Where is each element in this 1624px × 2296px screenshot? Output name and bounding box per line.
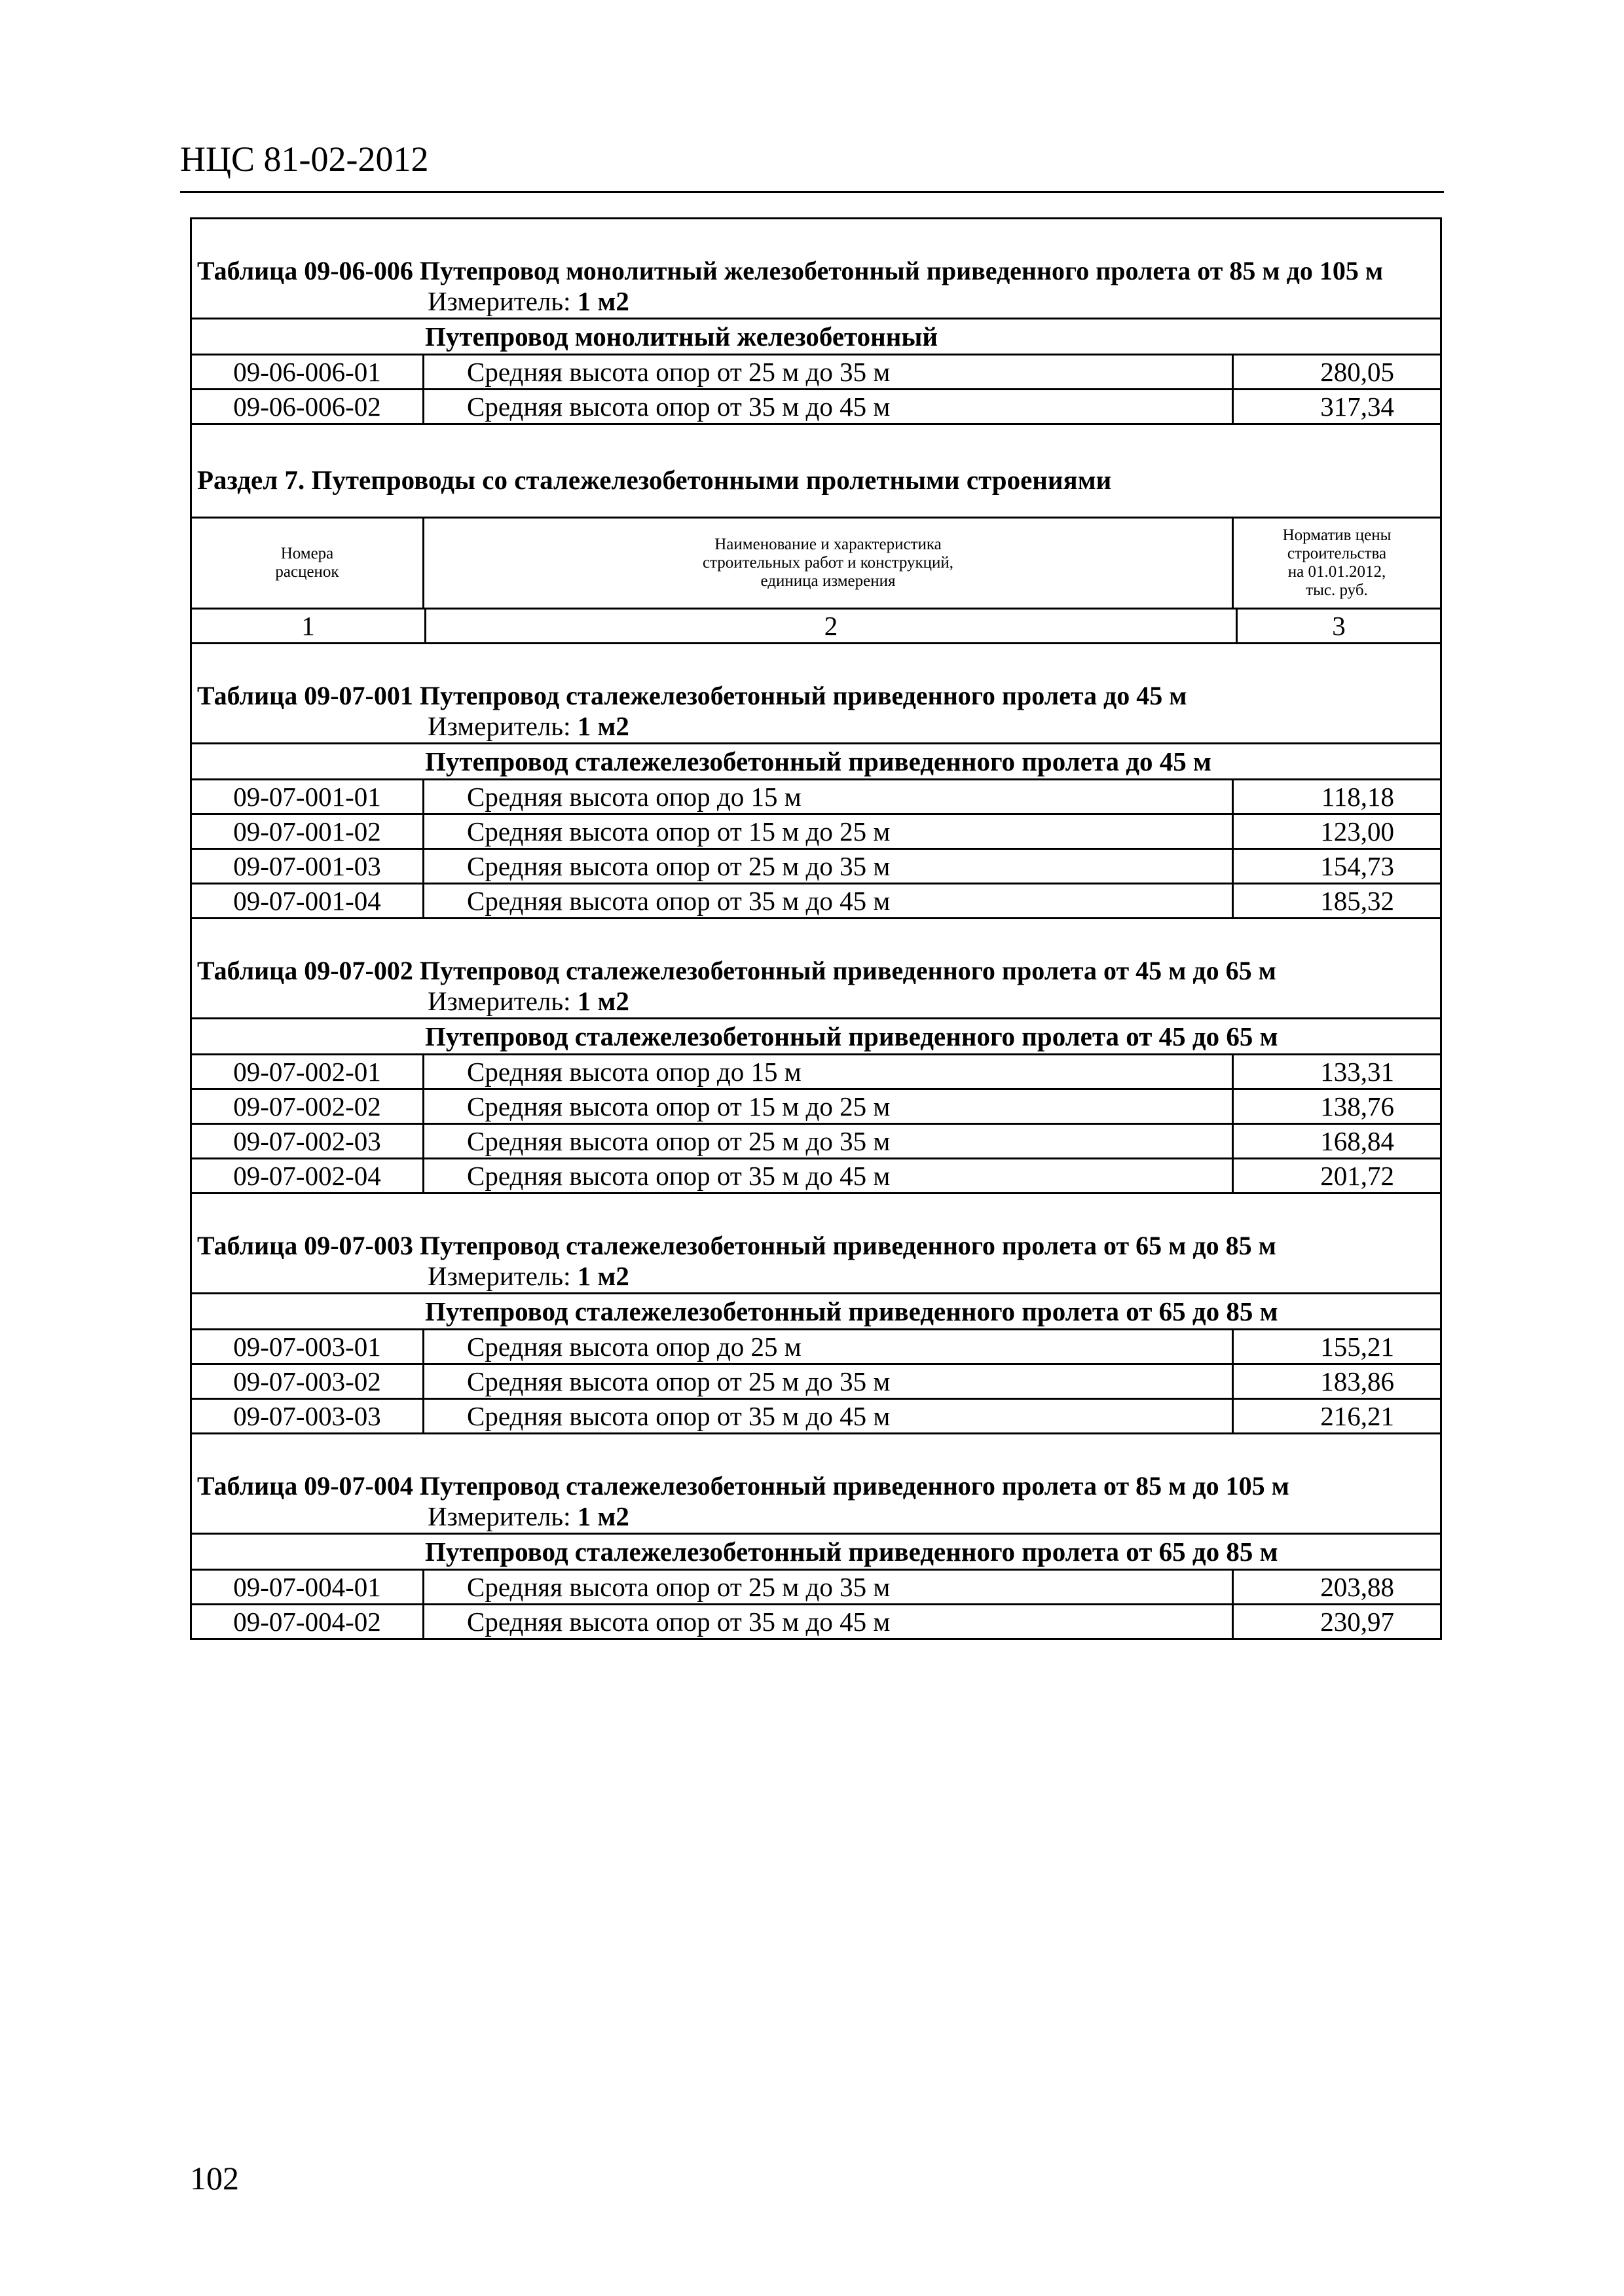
rate-price: 183,86	[1320, 1366, 1394, 1396]
rate-code: 09-07-002-04	[192, 1159, 424, 1192]
measure-value: 1 м2	[577, 986, 629, 1016]
measure-label: Измеритель:	[428, 711, 571, 741]
rate-price: 201,72	[1320, 1161, 1394, 1191]
rate-price: 317,34	[1320, 392, 1394, 422]
page-number: 102	[190, 2160, 239, 2196]
table-row	[192, 1053, 1440, 1088]
rate-description: Средняя высота опор до 15 м	[424, 1055, 1234, 1088]
rate-code: 09-07-004-02	[192, 1605, 424, 1638]
table-row	[192, 1123, 1440, 1157]
header-line: Наименование и характеристика	[714, 536, 942, 553]
measure-value: 1 м2	[577, 286, 629, 316]
rate-code: 09-06-006-02	[192, 390, 424, 423]
measure-value: 1 м2	[577, 1261, 629, 1291]
table-title: Таблица 09-07-001 Путепровод сталежелезобетонный приведенного пролета до 45 м	[197, 681, 1187, 710]
table-subheader: Путепровод сталежелезобетонный приведенного пролета от 45 до 65 м	[192, 1017, 1440, 1053]
rate-price: 123,00	[1320, 816, 1394, 847]
rate-description: Средняя высота опор от 25 м до 35 м	[424, 850, 1234, 883]
header-line: строительства	[1287, 545, 1387, 562]
rate-description: Средняя высота опор от 35 м до 45 м	[424, 1400, 1234, 1432]
column-header-description	[424, 519, 1234, 608]
table-09-07-004	[192, 1432, 1440, 1638]
rate-code: 09-07-001-02	[192, 815, 424, 848]
rate-code: 09-07-003-02	[192, 1365, 424, 1398]
table-row	[192, 848, 1440, 883]
rate-code: 09-07-001-04	[192, 884, 424, 917]
rate-price: 203,88	[1320, 1572, 1394, 1602]
rate-code: 09-07-002-02	[192, 1090, 424, 1123]
table-row	[192, 778, 1440, 813]
rate-description: Средняя высота опор от 25 м до 35 м	[424, 1571, 1234, 1603]
table-09-06-006	[192, 217, 1440, 423]
measure-line	[192, 285, 1440, 318]
rate-code: 09-07-004-01	[192, 1571, 424, 1603]
rate-price: 168,84	[1320, 1126, 1394, 1156]
rate-description: Средняя высота опор от 35 м до 45 м	[424, 1605, 1234, 1638]
table-row	[192, 813, 1440, 848]
table-row	[192, 1088, 1440, 1123]
column-number: 3	[1332, 611, 1346, 641]
rate-code: 09-06-006-01	[192, 355, 424, 388]
rate-description: Средняя высота опор до 25 м	[424, 1330, 1234, 1363]
table-subheader: Путепровод сталежелезобетонный приведенного пролета до 45 м	[192, 742, 1440, 778]
header-line: единица измерения	[760, 572, 896, 590]
rate-description: Средняя высота опор от 35 м до 45 м	[424, 884, 1234, 917]
table-row	[192, 1398, 1440, 1432]
document-code: НЦС 81-02-2012	[180, 139, 429, 179]
header-line: тыс. руб.	[1306, 581, 1368, 599]
table-subheader: Путепровод сталежелезобетонный приведенного пролета от 65 до 85 м	[192, 1292, 1440, 1328]
rate-description: Средняя высота опор от 35 м до 45 м	[424, 1159, 1234, 1192]
table-row	[192, 883, 1440, 917]
measure-line	[192, 710, 1440, 742]
measure-line	[192, 985, 1440, 1017]
rate-price: 138,76	[1320, 1091, 1394, 1121]
column-number: 2	[426, 610, 1238, 642]
table-row	[192, 354, 1440, 388]
header-line: на 01.01.2012,	[1287, 563, 1386, 581]
rates-document	[190, 217, 1442, 1640]
rate-description: Средняя высота опор от 35 м до 45 м	[424, 390, 1234, 423]
table-title: Таблица 09-06-006 Путепровод монолитный железобетонный приведенного пролета от 85 м до 105 м	[197, 256, 1384, 285]
table-title: Таблица 09-07-003 Путепровод сталежелезобетонный приведенного пролета от 65 м до 85 м	[197, 1231, 1276, 1260]
table-subheader: Путепровод монолитный железобетонный	[192, 318, 1440, 354]
table-title: Таблица 09-07-002 Путепровод сталежелезобетонный приведенного пролета от 45 м до 65 м	[197, 956, 1276, 985]
rate-price: 133,31	[1320, 1057, 1394, 1087]
rate-price: 230,97	[1320, 1607, 1394, 1637]
header-rule	[180, 191, 1444, 193]
column-header-price	[1234, 519, 1440, 608]
measure-label: Измеритель:	[428, 1261, 571, 1291]
measure-value: 1 м2	[577, 1501, 629, 1531]
table-title: Таблица 09-07-004 Путепровод сталежелезобетонный приведенного пролета от 85 м до 105 м	[197, 1471, 1289, 1501]
rate-price: 280,05	[1320, 357, 1394, 387]
column-numbers	[192, 608, 1440, 642]
rate-price: 154,73	[1320, 851, 1394, 881]
rate-description: Средняя высота опор от 15 м до 25 м	[424, 1090, 1234, 1123]
rate-description: Средняя высота опор от 25 м до 35 м	[424, 1365, 1234, 1398]
table-row	[192, 1328, 1440, 1363]
column-number: 1	[192, 610, 426, 642]
table-row	[192, 1157, 1440, 1192]
header-line: строительных работ и конструкций,	[702, 554, 954, 572]
rate-code: 09-07-002-03	[192, 1125, 424, 1157]
measure-label: Измеритель:	[428, 286, 571, 316]
rate-description: Средняя высота опор до 15 м	[424, 780, 1234, 813]
rate-description: Средняя высота опор от 25 м до 35 м	[424, 1125, 1234, 1157]
section-7	[192, 423, 1440, 642]
rate-code: 09-07-003-03	[192, 1400, 424, 1432]
measure-label: Измеритель:	[428, 986, 571, 1016]
rate-code: 09-07-003-01	[192, 1330, 424, 1363]
table-09-07-003	[192, 1192, 1440, 1432]
rate-description: Средняя высота опор от 15 м до 25 м	[424, 815, 1234, 848]
rate-code: 09-07-001-03	[192, 850, 424, 883]
measure-value: 1 м2	[577, 711, 629, 741]
table-09-07-001	[192, 642, 1440, 917]
section-title: Раздел 7. Путепроводы со сталежелезобетонными пролетными строениями	[197, 465, 1112, 495]
column-header-codes	[192, 519, 424, 608]
rate-description: Средняя высота опор от 25 м до 35 м	[424, 355, 1234, 388]
header-line: Норматив цены	[1282, 526, 1392, 544]
table-row	[192, 1363, 1440, 1398]
header-line: Номера	[280, 545, 334, 562]
measure-line	[192, 1260, 1440, 1292]
rate-price: 118,18	[1321, 782, 1394, 812]
measure-line	[192, 1500, 1440, 1533]
table-subheader: Путепровод сталежелезобетонный приведенного пролета от 65 до 85 м	[192, 1533, 1440, 1569]
table-09-07-002	[192, 917, 1440, 1192]
rate-price: 155,21	[1320, 1332, 1394, 1362]
rate-price: 216,21	[1320, 1401, 1394, 1431]
header-line: расценок	[275, 563, 339, 581]
table-row	[192, 1569, 1440, 1603]
rate-code: 09-07-001-01	[192, 780, 424, 813]
table-row	[192, 1603, 1440, 1638]
rate-code: 09-07-002-01	[192, 1055, 424, 1088]
table-row	[192, 388, 1440, 423]
measure-label: Измеритель:	[428, 1501, 571, 1531]
column-headers	[192, 517, 1440, 608]
rate-price: 185,32	[1320, 886, 1394, 916]
